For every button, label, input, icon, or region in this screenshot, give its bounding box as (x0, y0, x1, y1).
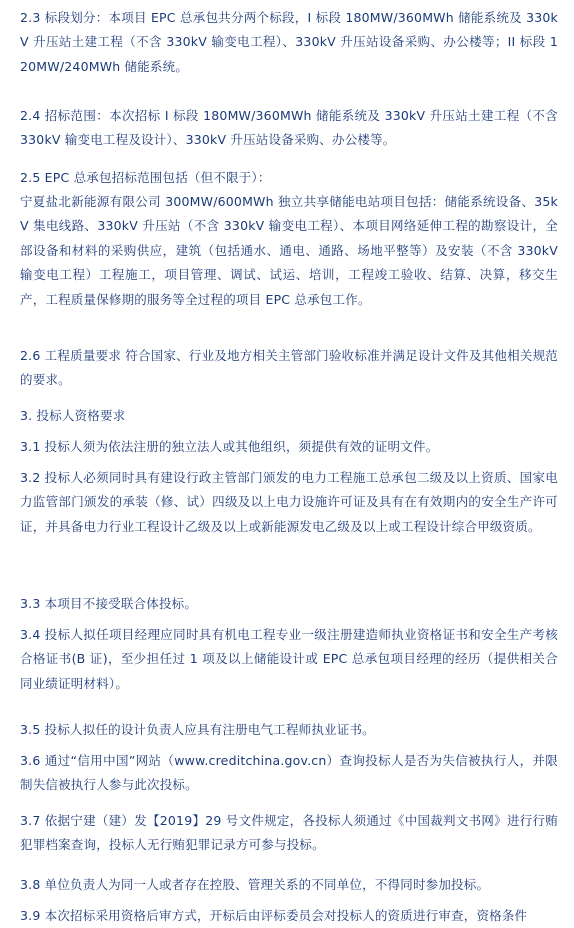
paragraph-3-9: 3.9 本次招标采用资格后审方式，开标后由评标委员会对投标人的资质进行审查，资格条件 (20, 908, 528, 923)
paragraph-3-8: 3.8 单位负责人为同一人或者存在控股、管理关系的不同单位，不得同时参加投标。 (20, 877, 490, 892)
paragraph-3-6: 3.6 通过“信用中国”网站（www.creditchina.gov.cn）查询投标人是否为失信被执行人，并限制失信被执行人参与此次投标。 (20, 753, 558, 793)
paragraph-3-3: 3.3 本项目不接受联合体投标。 (20, 596, 198, 611)
paragraph-3-1: 3.1 投标人须为依法注册的独立法人或其他组织，须提供有效的证明文件。 (20, 439, 439, 454)
paragraph-2-4-bid-scope: 2.4 招标范围：本次招标 I 标段 180MW/360MWh 储能系统及 330kV 升压站土建工程（不含 330kV 输变电工程及设计）、330kV 升压站设备采购、办公楼等。 (20, 108, 558, 148)
paragraph-3-2: 3.2 投标人必须同时具有建设行政主管部门颁发的电力工程施工总承包二级及以上资质、国家电力监管部门颁发的承装（修、试）四级及以上电力设施许可证及具有在有效期内的安全生产许可证，并具备电力行业工程设计乙级及以上或新能源发电乙级及以上或工程设计综合甲级资质。 (20, 470, 558, 534)
paragraph-2-5-epc-scope-heading: 2.5 EPC 总承包招标范围包括（但不限于）： (20, 170, 271, 185)
paragraph-3-5: 3.5 投标人拟任的设计负责人应具有注册电气工程师执业证书。 (20, 722, 375, 737)
paragraph-2-3-bid-sections: 2.3 标段划分：本项目 EPC 总承包共分两个标段，I 标段 180MW/360MWh 储能系统及 330kV 升压站土建工程（不含 330kV 输变电工程）、330kV 升压站设备采购、办公楼等；II 标段 120MW/240MWh 储能系统。 (20, 10, 558, 74)
paragraph-3-4: 3.4 投标人拟任项目经理应同时具有机电工程专业一级注册建造师执业资格证书和安全生产考核合格证书(B 证)，至少担任过 1 项及以上储能设计或 EPC 总承包项目经理的经历（提供相关合同业绩证明材料）。 (20, 627, 558, 691)
section-3-heading: 3. 投标人资格要求 (20, 408, 126, 423)
paragraph-project-description: 宁夏盐北新能源有限公司 300MW/600MWh 独立共享储能电站项目包括：储能系统设备、35kV 集电线路、330kV 升压站（不含 330kV 输变电工程）、本项目网络延伸工程的勘察设计，全部设备和材料的采购供应，建筑（包括通水、通电、通路、场地平整等）及安装（不含 330kV 输变电工程）工程施工，项目管理、调试、试运、培训，工程竣工验收、结算、决算，移交生产，工程质量保修期的服务等全过程的项目 EPC 总承包工作。 (20, 194, 558, 307)
paragraph-2-6-quality-requirements: 2.6 工程质量要求 符合国家、行业及地方相关主管部门验收标准并满足设计文件及其他相关规范的要求。 (20, 348, 558, 388)
paragraph-3-7: 3.7 依据宁建（建）发【2019】29 号文件规定，各投标人须通过《中国裁判文书网》进行行贿犯罪档案查询，投标人无行贿犯罪记录方可参与投标。 (20, 813, 558, 853)
